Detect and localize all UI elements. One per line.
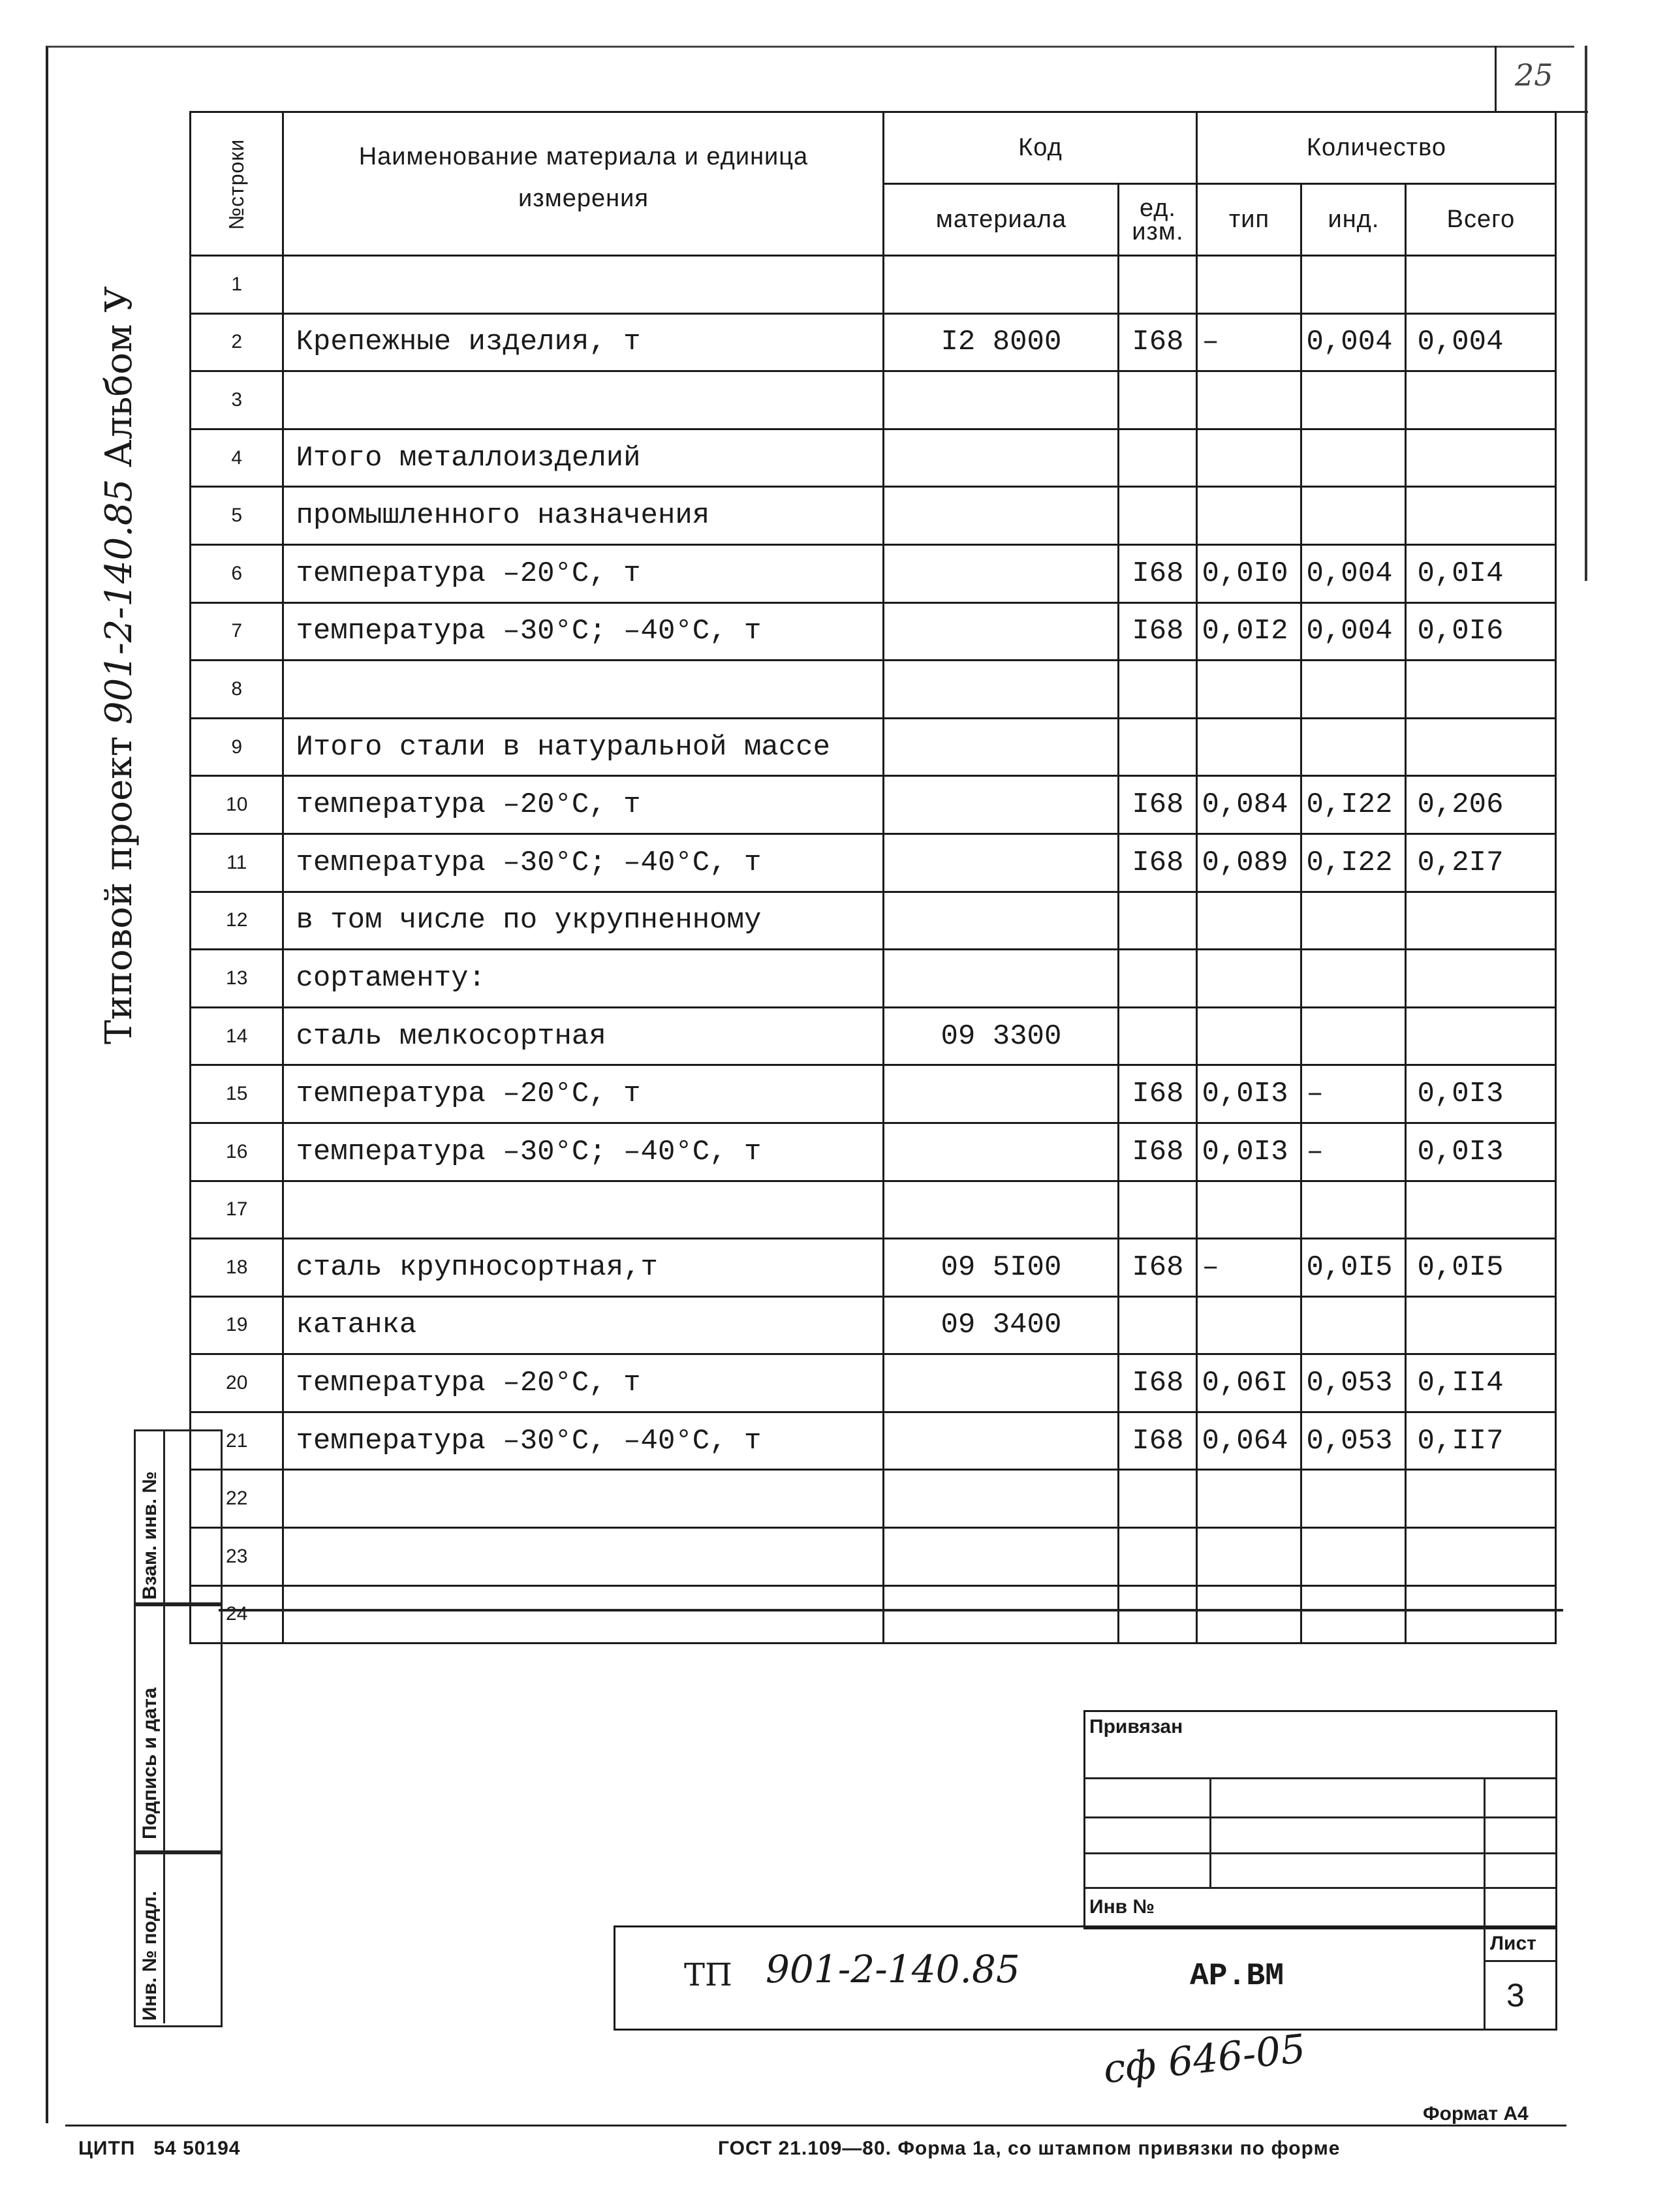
unit-code: I68 <box>1119 1412 1197 1470</box>
qty-total <box>1406 1585 1556 1643</box>
header-ind: инд. <box>1301 184 1406 256</box>
signature-date-label: Подпись и дата <box>139 1687 161 1839</box>
unit-code <box>1119 1296 1197 1354</box>
header-code: Код <box>884 112 1197 184</box>
row-number: 9 <box>191 718 283 776</box>
side-title-album: Альбом У <box>98 286 140 467</box>
header-row-no: №строки <box>191 112 283 256</box>
row-number: 15 <box>191 1065 283 1123</box>
material-code <box>884 1065 1119 1123</box>
row-number: 7 <box>191 602 283 661</box>
doc-code: АР.ВМ <box>1190 1959 1284 1994</box>
handwritten-note: сф 646-05 <box>1101 2025 1308 2093</box>
table-row <box>191 1181 1556 1239</box>
title-stamp <box>614 1925 1557 2031</box>
qty-total: 0,0I5 <box>1406 1239 1556 1297</box>
table-row <box>191 602 1556 661</box>
qty-tip <box>1197 429 1301 487</box>
unit-code: I68 <box>1119 1239 1197 1297</box>
footer-gost: ГОСТ 21.109—80. Форма 1а, со штампом привязки по форме <box>718 2138 1341 2159</box>
qty-ind <box>1301 1007 1406 1065</box>
material-name <box>283 256 884 314</box>
material-code: I2 8000 <box>884 313 1119 371</box>
qty-total <box>1406 429 1556 487</box>
table-row <box>191 1239 1556 1297</box>
header-name: Наименование материала и единица измерения <box>283 112 884 256</box>
privyazan-stamp <box>1083 1710 1557 1929</box>
table-row <box>191 1354 1556 1412</box>
qty-ind <box>1301 661 1406 719</box>
qty-tip: 0,0I0 <box>1197 544 1301 602</box>
list-label: Лист <box>1490 1933 1536 1954</box>
row-number: 11 <box>191 833 283 892</box>
sheet-corner-number: 25 <box>1515 57 1553 93</box>
material-name <box>283 371 884 429</box>
row-number: 2 <box>191 313 283 371</box>
table-row <box>191 313 1556 371</box>
material-name: Итого стали в натуральной массе <box>283 718 884 776</box>
qty-ind <box>1301 718 1406 776</box>
row-number: 24 <box>191 1585 283 1643</box>
qty-tip <box>1197 1585 1301 1643</box>
vzam-inv-box <box>134 1429 223 1606</box>
unit-code <box>1119 487 1197 545</box>
header-quantity: Количество <box>1197 112 1556 184</box>
material-code <box>884 776 1119 834</box>
material-code <box>884 487 1119 545</box>
qty-total <box>1406 487 1556 545</box>
material-name <box>283 1585 884 1643</box>
table-row <box>191 833 1556 892</box>
qty-total <box>1406 371 1556 429</box>
qty-tip <box>1197 256 1301 314</box>
unit-code <box>1119 1007 1197 1065</box>
qty-tip: 0,06I <box>1197 1354 1301 1412</box>
table-row <box>191 892 1556 950</box>
tp-label: ТП <box>684 1957 732 1993</box>
material-name: температура –20°С, т <box>283 1354 884 1412</box>
qty-total: 0,2I7 <box>1406 833 1556 892</box>
material-name <box>283 1181 884 1239</box>
qty-ind: 0,0I5 <box>1301 1239 1406 1297</box>
qty-total <box>1406 1470 1556 1528</box>
side-title <box>98 286 140 1044</box>
material-name: температура –30°С; –40°С, т <box>283 1123 884 1181</box>
table-row <box>191 1528 1556 1586</box>
material-code <box>884 892 1119 950</box>
qty-total <box>1406 1181 1556 1239</box>
material-code <box>884 718 1119 776</box>
header-tip: тип <box>1197 184 1301 256</box>
row-number: 6 <box>191 544 283 602</box>
table-row <box>191 1585 1556 1643</box>
side-title-handwritten: 901-2-140.85 <box>98 478 140 725</box>
qty-ind: – <box>1301 1065 1406 1123</box>
qty-tip: 0,064 <box>1197 1412 1301 1470</box>
table-row <box>191 776 1556 834</box>
footer-left: ЦИТП 54 50194 <box>78 2138 241 2159</box>
material-code <box>884 833 1119 892</box>
row-number: 5 <box>191 487 283 545</box>
header-material: материала <box>884 184 1119 256</box>
unit-code: I68 <box>1119 313 1197 371</box>
table-row <box>191 1007 1556 1065</box>
qty-total: 0,II7 <box>1406 1412 1556 1470</box>
unit-code <box>1119 1585 1197 1643</box>
privyazan-label: Привязан <box>1089 1716 1183 1737</box>
inv-original-label: Инв. № подл. <box>139 1890 161 2021</box>
qty-tip <box>1197 1528 1301 1586</box>
signature-date-box <box>134 1602 223 1854</box>
material-name: в том числе по укрупненному <box>283 892 884 950</box>
unit-code <box>1119 1528 1197 1586</box>
row-number: 3 <box>191 371 283 429</box>
material-name: температура –20°С, т <box>283 776 884 834</box>
material-name <box>283 1470 884 1528</box>
materials-table <box>189 111 1557 1644</box>
row-number: 8 <box>191 661 283 719</box>
qty-ind <box>1301 429 1406 487</box>
material-name: сталь мелкосортная <box>283 1007 884 1065</box>
material-code <box>884 1412 1119 1470</box>
material-code <box>884 544 1119 602</box>
row-number: 12 <box>191 892 283 950</box>
qty-ind: 0,004 <box>1301 602 1406 661</box>
qty-total: 0,206 <box>1406 776 1556 834</box>
qty-ind: 0,004 <box>1301 544 1406 602</box>
side-divider <box>163 1429 165 2023</box>
qty-tip <box>1197 661 1301 719</box>
table-row <box>191 256 1556 314</box>
qty-total: 0,0I3 <box>1406 1123 1556 1181</box>
unit-code <box>1119 950 1197 1008</box>
unit-code: I68 <box>1119 1354 1197 1412</box>
table-row <box>191 371 1556 429</box>
material-name: Итого металлоизделий <box>283 429 884 487</box>
row-number: 23 <box>191 1528 283 1586</box>
qty-tip <box>1197 371 1301 429</box>
material-name <box>283 661 884 719</box>
qty-ind: 0,053 <box>1301 1354 1406 1412</box>
unit-code <box>1119 661 1197 719</box>
unit-code: I68 <box>1119 833 1197 892</box>
row-number: 19 <box>191 1296 283 1354</box>
qty-tip: 0,0I2 <box>1197 602 1301 661</box>
material-name: Крепежные изделия, т <box>283 313 884 371</box>
qty-total <box>1406 256 1556 314</box>
table-row <box>191 661 1556 719</box>
qty-ind <box>1301 892 1406 950</box>
sheet-corner-box <box>1495 46 1588 113</box>
material-code <box>884 1470 1119 1528</box>
material-code <box>884 602 1119 661</box>
table-row <box>191 1296 1556 1354</box>
qty-total: 0,0I6 <box>1406 602 1556 661</box>
material-name: температура –30°С; –40°С, т <box>283 833 884 892</box>
material-name: промышленного назначения <box>283 487 884 545</box>
inv-original-box <box>134 1850 223 2027</box>
material-name: температура –20°С, т <box>283 544 884 602</box>
qty-tip: – <box>1197 313 1301 371</box>
material-code <box>884 256 1119 314</box>
qty-tip: 0,0I3 <box>1197 1123 1301 1181</box>
unit-code <box>1119 429 1197 487</box>
header-unit: ед. изм. <box>1119 184 1197 256</box>
qty-total <box>1406 950 1556 1008</box>
qty-ind <box>1301 487 1406 545</box>
qty-ind: 0,I22 <box>1301 776 1406 834</box>
qty-tip: 0,0I3 <box>1197 1065 1301 1123</box>
unit-code <box>1119 1470 1197 1528</box>
material-name <box>283 1528 884 1586</box>
qty-tip <box>1197 950 1301 1008</box>
side-title-printed: Типовой проект <box>98 736 140 1044</box>
row-number: 16 <box>191 1123 283 1181</box>
material-name: температура –30°С, –40°С, т <box>283 1412 884 1470</box>
inv-no-label: Инв № <box>1089 1896 1155 1918</box>
header-total: Всего <box>1406 184 1556 256</box>
unit-code: I68 <box>1119 1065 1197 1123</box>
qty-ind <box>1301 1296 1406 1354</box>
table-bottom-line <box>219 1609 1563 1612</box>
qty-ind <box>1301 256 1406 314</box>
project-number-handwritten: 901-2-140.85 <box>766 1947 1020 1991</box>
table-row <box>191 544 1556 602</box>
row-number: 22 <box>191 1470 283 1528</box>
material-code <box>884 1585 1119 1643</box>
qty-ind <box>1301 1585 1406 1643</box>
qty-ind <box>1301 950 1406 1008</box>
unit-code <box>1119 892 1197 950</box>
material-code: 09 3300 <box>884 1007 1119 1065</box>
qty-total <box>1406 1296 1556 1354</box>
footer-format: Формат А4 <box>1423 2103 1529 2125</box>
row-number: 20 <box>191 1354 283 1412</box>
material-code <box>884 1528 1119 1586</box>
material-code <box>884 371 1119 429</box>
qty-total: 0,004 <box>1406 313 1556 371</box>
row-number: 17 <box>191 1181 283 1239</box>
qty-ind: 0,004 <box>1301 313 1406 371</box>
qty-tip <box>1197 1296 1301 1354</box>
unit-code: I68 <box>1119 776 1197 834</box>
qty-ind: – <box>1301 1123 1406 1181</box>
qty-total <box>1406 661 1556 719</box>
unit-code <box>1119 256 1197 314</box>
qty-tip <box>1197 487 1301 545</box>
unit-code: I68 <box>1119 602 1197 661</box>
qty-total: 0,II4 <box>1406 1354 1556 1412</box>
table-row <box>191 1470 1556 1528</box>
list-number: 3 <box>1506 1977 1525 2014</box>
row-number: 18 <box>191 1239 283 1297</box>
material-name: сортаменту: <box>283 950 884 1008</box>
row-number: 1 <box>191 256 283 314</box>
qty-ind <box>1301 1470 1406 1528</box>
qty-total <box>1406 718 1556 776</box>
qty-tip <box>1197 892 1301 950</box>
row-number: 4 <box>191 429 283 487</box>
footer-line <box>65 2125 1566 2126</box>
qty-ind <box>1301 371 1406 429</box>
qty-tip <box>1197 1470 1301 1528</box>
material-name: температура –30°С; –40°С, т <box>283 602 884 661</box>
qty-total: 0,0I3 <box>1406 1065 1556 1123</box>
material-code: 09 5I00 <box>884 1239 1119 1297</box>
unit-code <box>1119 1181 1197 1239</box>
row-number: 10 <box>191 776 283 834</box>
material-code <box>884 661 1119 719</box>
table-row <box>191 429 1556 487</box>
qty-total <box>1406 1528 1556 1586</box>
qty-tip <box>1197 718 1301 776</box>
qty-tip: – <box>1197 1239 1301 1297</box>
qty-tip: 0,089 <box>1197 833 1301 892</box>
vzam-inv-label: Взам. инв. № <box>139 1471 161 1600</box>
row-number: 14 <box>191 1007 283 1065</box>
material-code <box>884 1181 1119 1239</box>
table-row <box>191 1065 1556 1123</box>
unit-code <box>1119 718 1197 776</box>
table-row <box>191 718 1556 776</box>
material-code: 09 3400 <box>884 1296 1119 1354</box>
material-code <box>884 950 1119 1008</box>
qty-ind: 0,I22 <box>1301 833 1406 892</box>
table-row <box>191 1123 1556 1181</box>
qty-tip <box>1197 1181 1301 1239</box>
unit-code: I68 <box>1119 544 1197 602</box>
table-row <box>191 950 1556 1008</box>
unit-code: I68 <box>1119 1123 1197 1181</box>
frame-right-edge <box>1585 46 1587 581</box>
qty-ind <box>1301 1528 1406 1586</box>
qty-ind <box>1301 1181 1406 1239</box>
qty-total: 0,0I4 <box>1406 544 1556 602</box>
material-name: катанка <box>283 1296 884 1354</box>
qty-total <box>1406 1007 1556 1065</box>
material-code <box>884 1354 1119 1412</box>
row-number: 13 <box>191 950 283 1008</box>
table-row <box>191 1412 1556 1470</box>
row-number: 21 <box>191 1412 283 1470</box>
qty-tip <box>1197 1007 1301 1065</box>
material-name: температура –20°С, т <box>283 1065 884 1123</box>
qty-total <box>1406 892 1556 950</box>
qty-ind: 0,053 <box>1301 1412 1406 1470</box>
table-row <box>191 487 1556 545</box>
qty-tip: 0,084 <box>1197 776 1301 834</box>
material-code <box>884 1123 1119 1181</box>
material-code <box>884 429 1119 487</box>
unit-code <box>1119 371 1197 429</box>
material-name: сталь крупносортная,т <box>283 1239 884 1297</box>
